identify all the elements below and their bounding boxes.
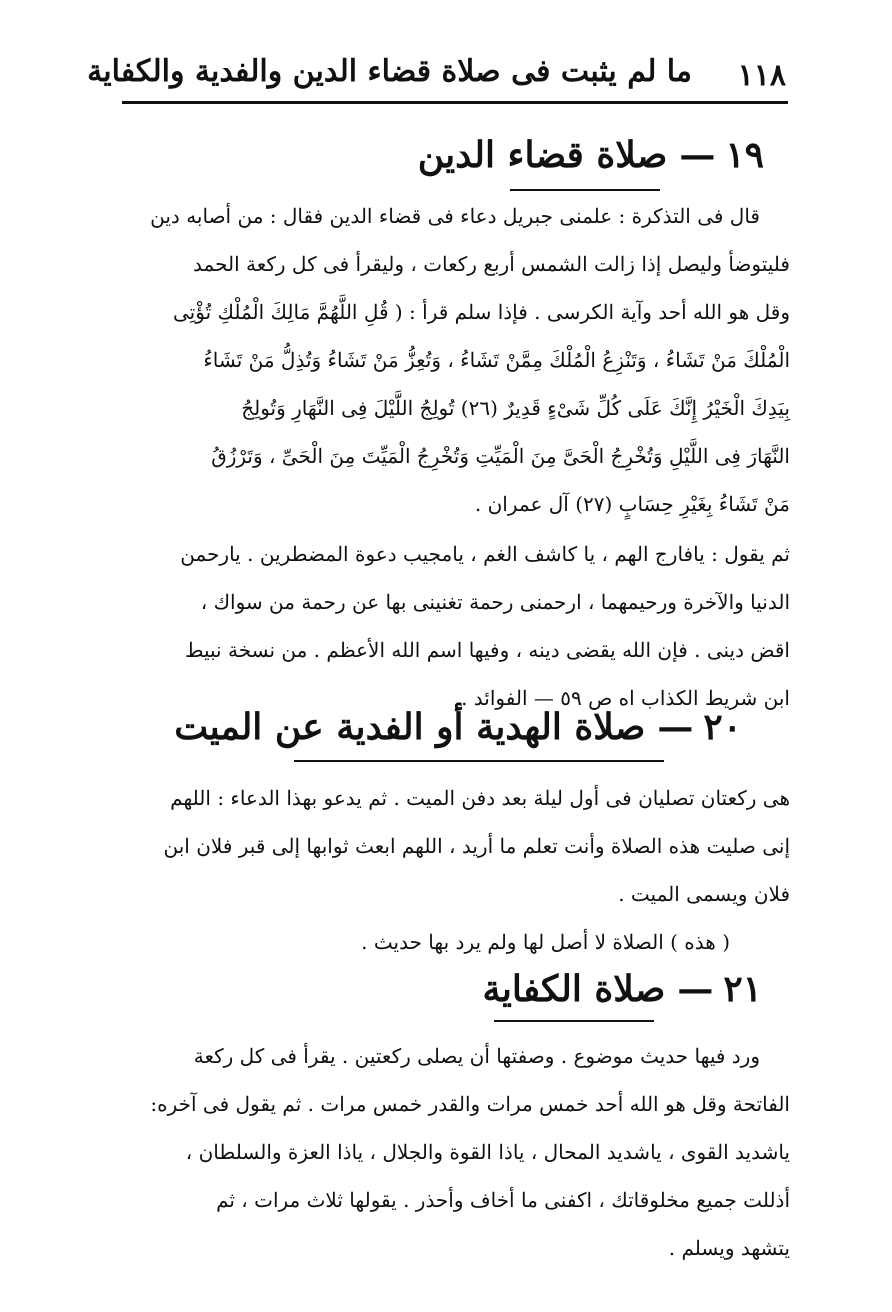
section-20-heading bbox=[174, 706, 742, 748]
text-line: ياشديد القوى ، ياشديد المحال ، ياذا القوة والجلال ، ياذا العزة والسلطان ، bbox=[185, 1140, 790, 1164]
text-line: وقل هو الله أحد وآية الكرسى . فإذا سلم قرأ : ( قُلِ اللَّهُمَّ مَالِكَ الْمُلْكِ تُؤْتِى bbox=[173, 300, 790, 324]
section-21-heading bbox=[483, 968, 762, 1010]
section-underline bbox=[494, 1020, 654, 1022]
section-number: ٢٠ bbox=[703, 706, 742, 748]
text-line: الدنيا والآخرة ورحيمهما ، ارحمنى رحمة تغنينى بها عن رحمة من سواك ، bbox=[200, 590, 790, 614]
text-line: ابن شريط الكذاب اه ص ٥٩ — الفوائد . bbox=[461, 686, 790, 710]
section-underline bbox=[294, 760, 664, 762]
text-line: الْمُلْكَ مَنْ تَشَاءُ ، وَتَنْزِعُ الْمُلْكَ مِمَّنْ تَشَاءُ ، وَتُعِزُّ مَنْ تَشَاءُ وَتُذِلُّ مَنْ تَشَاءُ bbox=[203, 348, 790, 372]
note-line: ( هذه ) الصلاة لا أصل لها ولم يرد بها حديث . bbox=[361, 930, 730, 954]
section-20-paragraph bbox=[112, 774, 790, 918]
text-line: ثم يقول : يافارج الهم ، يا كاشف الغم ، يامجيب دعوة المضطرين . يارحمن bbox=[180, 542, 790, 566]
page-header bbox=[87, 44, 788, 104]
section-dash: — bbox=[657, 706, 694, 748]
text-line: النَّهَارَ فِى اللَّيْلِ وَتُخْرِجُ الْحَىَّ مِنَ الْمَيِّتِ وَتُخْرِجُ الْمَيِّتَ مِنَ الْحَىِّ ، وَتَرْزُقُ bbox=[211, 444, 790, 468]
text-line: يتشهد ويسلم . bbox=[668, 1236, 790, 1260]
section-dash: — bbox=[679, 134, 716, 176]
text-line: قال فى التذكرة : علمنى جبريل دعاء فى قضاء الدين فقال : من أصابه دين bbox=[150, 204, 760, 228]
text-line: مَنْ تَشَاءُ بِغَيْرِ حِسَابٍ (٢٧) آل عمران . bbox=[474, 492, 790, 516]
text-line: الفاتحة وقل هو الله أحد خمس مرات والقدر خمس مرات . ثم يقول فى آخره: bbox=[150, 1092, 790, 1116]
header-rule bbox=[122, 101, 788, 104]
section-underline bbox=[510, 189, 660, 191]
text-line: أذللت جميع مخلوقاتك ، اكفنى ما أخاف وأحذر . يقولها ثلاث مرات ، ثم bbox=[216, 1188, 790, 1212]
text-line: ورد فيها حديث موضوع . وصفتها أن يصلى ركعتين . يقرأ فى كل ركعة bbox=[193, 1044, 760, 1068]
section-dash: — bbox=[677, 968, 714, 1010]
section-title: صلاة الكفاية bbox=[482, 968, 666, 1010]
page-number: ١١٨ bbox=[737, 58, 786, 93]
text-line: فلان ويسمى الميت . bbox=[618, 882, 790, 906]
running-title: ما لم يثبت فى صلاة قضاء الدين والفدية والكفاية bbox=[87, 54, 692, 89]
section-19-paragraph-1 bbox=[112, 192, 790, 528]
text-line: فليتوضأ وليصل إذا زالت الشمس أربع ركعات ، وليقرأ فى كل ركعة الحمد bbox=[193, 252, 790, 276]
text-line: اقض دينى . فإن الله يقضى دينه ، وفيها اسم الله الأعظم . من نسخة نبيط bbox=[185, 638, 790, 662]
section-number: ٢١ bbox=[723, 968, 762, 1010]
section-20-note bbox=[112, 918, 790, 966]
section-21-paragraph bbox=[112, 1032, 790, 1272]
section-title: صلاة قضاء الدين bbox=[417, 134, 668, 176]
section-title: صلاة الهدية أو الفدية عن الميت bbox=[174, 706, 646, 748]
section-number: ١٩ bbox=[725, 134, 764, 176]
text-line: هى ركعتان تصليان فى أول ليلة بعد دفن الميت . ثم يدعو بهذا الدعاء : اللهم bbox=[170, 786, 790, 810]
section-19-paragraph-2 bbox=[112, 530, 790, 722]
text-line: بِيَدِكَ الْخَيْرُ إِنَّكَ عَلَى كُلِّ شَىْءٍ قَدِيرٌ (٢٦) تُولِجُ اللَّيْلَ فِى النَّهَارِ وَتُولِجُ bbox=[241, 396, 790, 420]
section-19-heading bbox=[418, 134, 764, 176]
text-line: إنى صليت هذه الصلاة وأنت تعلم ما أريد ، اللهم ابعث ثوابها إلى قبر فلان ابن bbox=[163, 834, 790, 858]
